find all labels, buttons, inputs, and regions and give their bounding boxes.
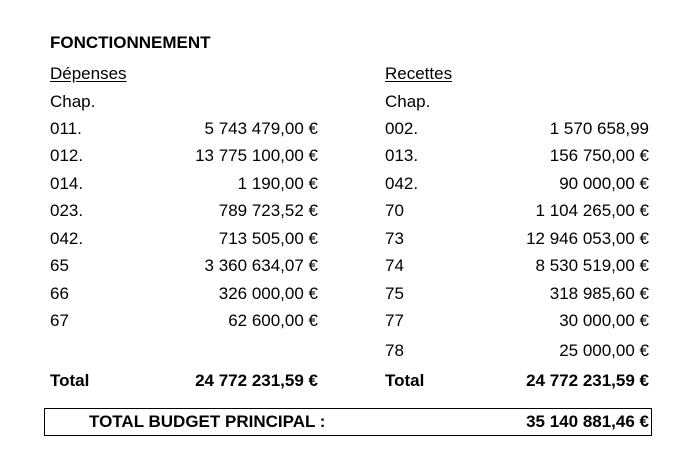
recettes-total-label: Total — [385, 371, 425, 390]
depenses-chap: 011. — [50, 119, 82, 138]
depenses-chap: 66 — [50, 284, 69, 303]
recettes-chap-label: Chap. — [385, 92, 431, 111]
recettes-amount: 1 104 265,00 € — [535, 201, 649, 220]
recettes-chap: 70 — [385, 201, 404, 220]
recettes-chap: 74 — [385, 256, 404, 275]
depenses-total-value: 24 772 231,59 € — [195, 371, 318, 390]
recettes-chap: 013. — [385, 146, 419, 165]
recettes-amount: 1 570 658,99 — [549, 119, 649, 138]
recettes-amount: 12 946 053,00 € — [526, 229, 649, 248]
depenses-chap-label: Chap. — [50, 92, 96, 111]
depenses-chap: 042. — [50, 229, 84, 248]
depenses-chap: 014. — [50, 174, 84, 193]
depenses-chap: 012. — [50, 146, 84, 165]
recettes-chap: 73 — [385, 229, 404, 248]
depenses-chap: 65 — [50, 256, 69, 275]
depenses-amount: 62 600,00 € — [228, 311, 318, 330]
depenses-total-label: Total — [50, 371, 90, 390]
depenses-chap: 023. — [50, 201, 84, 220]
depenses-header: Dépenses — [50, 64, 127, 83]
recettes-total-value: 24 772 231,59 € — [526, 371, 649, 390]
recettes-chap: 77 — [385, 311, 404, 330]
recettes-header: Recettes — [385, 64, 453, 83]
recettes-chap: 042. — [385, 174, 419, 193]
recettes-chap: 75 — [385, 284, 404, 303]
depenses-amount: 713 505,00 € — [218, 229, 318, 248]
recettes-chap: 002. — [385, 119, 419, 138]
budget-total-value: 35 140 881,46 € — [526, 412, 649, 431]
recettes-amount: 156 750,00 € — [549, 146, 649, 165]
depenses-amount: 5 743 479,00 € — [204, 119, 318, 138]
depenses-amount: 13 775 100,00 € — [195, 146, 318, 165]
depenses-amount: 326 000,00 € — [218, 284, 318, 303]
section-title: FONCTIONNEMENT — [50, 33, 211, 52]
depenses-amount: 3 360 634,07 € — [204, 256, 318, 275]
recettes-amount: 8 530 519,00 € — [535, 256, 649, 275]
recettes-chap: 78 — [385, 341, 404, 360]
depenses-amount: 1 190,00 € — [237, 174, 318, 193]
recettes-amount: 90 000,00 € — [559, 174, 649, 193]
budget-total-label: TOTAL BUDGET PRINCIPAL : — [89, 412, 326, 431]
recettes-amount: 30 000,00 € — [559, 311, 649, 330]
recettes-amount: 318 985,60 € — [549, 284, 649, 303]
recettes-amount: 25 000,00 € — [559, 341, 649, 360]
depenses-amount: 789 723,52 € — [218, 201, 318, 220]
depenses-chap: 67 — [50, 311, 69, 330]
